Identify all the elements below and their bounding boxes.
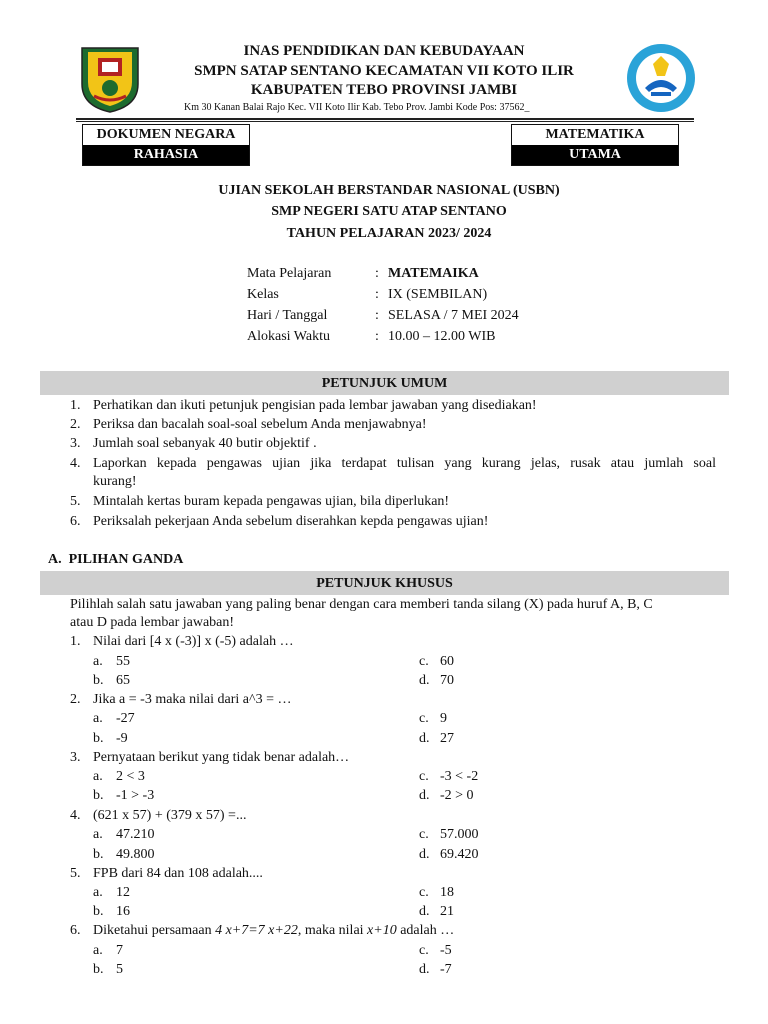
info-value-subject: MATEMAIKA <box>388 266 479 281</box>
option-b: -9 <box>116 731 128 746</box>
instruction-number: 3. <box>70 436 81 451</box>
option-b: -1 > -3 <box>116 788 155 803</box>
option-letter-a: a. <box>93 827 103 842</box>
info-value-class: IX (SEMBILAN) <box>388 287 488 302</box>
document-classification-box <box>82 124 250 166</box>
question-number: 4. <box>70 808 81 823</box>
option-a: 12 <box>116 885 130 900</box>
info-label-class: Kelas <box>247 287 279 302</box>
info-colon: : <box>375 329 379 344</box>
info-value-time: 10.00 – 12.00 WIB <box>388 329 496 344</box>
subject-label: MATEMATIKA <box>545 127 645 142</box>
option-letter-a: a. <box>93 654 103 669</box>
info-label-date: Hari / Tanggal <box>247 308 328 323</box>
option-c: 9 <box>440 711 447 726</box>
option-letter-c: c. <box>419 769 429 784</box>
specific-instructions-heading: PETUNJUK KHUSUS <box>40 571 729 595</box>
document-classification-value: RAHASIA <box>83 145 249 165</box>
question-number: 5. <box>70 866 81 881</box>
info-label-subject: Mata Pelajaran <box>247 266 332 281</box>
info-colon: : <box>375 287 379 302</box>
option-letter-a: a. <box>93 943 103 958</box>
specific-instruction-line-2: atau D pada lembar jawaban! <box>70 615 235 630</box>
document-classification-label: DOKUMEN NEGARA <box>96 127 236 142</box>
option-letter-b: b. <box>93 731 104 746</box>
option-d: 69.420 <box>440 847 479 862</box>
instruction-number: 6. <box>70 514 81 529</box>
question-number: 3. <box>70 750 81 765</box>
instruction-text: Periksalah pekerjaan Anda sebelum diserahkan kepda pengawas ujian! <box>93 514 489 529</box>
question-text: Nilai dari [4 x (-3)] x (-5) adalah … <box>93 634 294 649</box>
option-letter-b: b. <box>93 847 104 862</box>
academic-year-title: TAHUN PELAJARAN 2023/ 2024 <box>286 226 492 241</box>
option-c: -3 < -2 <box>440 769 479 784</box>
exam-title: UJIAN SEKOLAH BERSTANDAR NASIONAL (USBN) <box>218 183 560 198</box>
info-label-time: Alokasi Waktu <box>247 329 330 344</box>
option-b: 65 <box>116 673 130 688</box>
instruction-number: 4. <box>70 456 81 471</box>
option-c: 60 <box>440 654 454 669</box>
tut-wuri-handayani-logo <box>625 42 697 114</box>
option-c: -5 <box>440 943 452 958</box>
option-b: 16 <box>116 904 130 919</box>
option-d: 70 <box>440 673 454 688</box>
option-letter-d: d. <box>419 847 430 862</box>
question-text-pre: Diketahui persamaan <box>93 923 216 938</box>
subject-box <box>511 124 679 166</box>
option-c: 57.000 <box>440 827 479 842</box>
question-text <box>93 923 454 939</box>
question-text: (621 x 57) + (379 x 57) =... <box>93 808 247 823</box>
option-b: 5 <box>116 962 123 977</box>
option-a: 47.210 <box>116 827 155 842</box>
option-a: -27 <box>116 711 135 726</box>
school-address: Km 30 Kanan Balai Rajo Kec. VII Koto Ilir Kab. Tebo Prov. Jambi Kode Pos: 37562_ <box>184 102 530 113</box>
option-letter-c: c. <box>419 827 429 842</box>
option-a: 2 < 3 <box>116 769 145 784</box>
option-letter-d: d. <box>419 673 430 688</box>
instruction-number: 1. <box>70 398 81 413</box>
option-d: 21 <box>440 904 454 919</box>
header-line-2: SMPN SATAP SENTANO KECAMATAN VII KOTO ILIR <box>194 63 574 79</box>
question-number: 1. <box>70 634 81 649</box>
option-letter-d: d. <box>419 904 430 919</box>
option-letter-c: c. <box>419 711 429 726</box>
option-b: 49.800 <box>116 847 155 862</box>
option-c: 18 <box>440 885 454 900</box>
question-text-mid: , maka nilai <box>297 923 368 938</box>
option-d: 27 <box>440 731 454 746</box>
option-d: -2 > 0 <box>440 788 474 803</box>
option-letter-b: b. <box>93 904 104 919</box>
instruction-text: Jumlah soal sebanyak 40 butir objektif . <box>93 436 317 451</box>
info-value-date: SELASA / 7 MEI 2024 <box>388 308 519 323</box>
general-instructions-heading: PETUNJUK UMUM <box>40 371 729 395</box>
question-text: Jika a = -3 maka nilai dari a^3 = … <box>93 692 292 707</box>
equation-expression: x+10 <box>367 923 397 938</box>
instruction-number: 2. <box>70 417 81 432</box>
section-a-heading: A. PILIHAN GANDA <box>48 552 184 567</box>
instruction-text: Mintalah kertas buram kepada pengawas ujian, bila diperlukan! <box>93 494 450 509</box>
option-letter-c: c. <box>419 885 429 900</box>
instruction-text: Perhatikan dan ikuti petunjuk pengisian pada lembar jawaban yang disediakan! <box>93 398 537 413</box>
subject-category: UTAMA <box>512 145 678 165</box>
header-line-1: INAS PENDIDIKAN DAN KEBUDAYAAN <box>243 43 525 59</box>
option-letter-a: a. <box>93 711 103 726</box>
option-d: -7 <box>440 962 452 977</box>
info-colon: : <box>375 266 379 281</box>
instruction-text: Laporkan kepada pengawas ujian jika terdapat tulisan yang kurang jelas, rusak atau jumlah soal <box>93 456 716 471</box>
instruction-text: Periksa dan bacalah soal-soal sebelum Anda menjawabnya! <box>93 417 427 432</box>
option-letter-b: b. <box>93 788 104 803</box>
option-letter-d: d. <box>419 731 430 746</box>
option-letter-a: a. <box>93 769 103 784</box>
header-line-3: KABUPATEN TEBO PROVINSI JAMBI <box>250 82 518 98</box>
instruction-text-continued: kurang! <box>93 474 137 489</box>
option-letter-d: d. <box>419 788 430 803</box>
option-letter-c: c. <box>419 943 429 958</box>
option-a: 7 <box>116 943 123 958</box>
header-rule-thin <box>76 121 694 122</box>
header-rule-thick <box>76 118 694 120</box>
question-number: 2. <box>70 692 81 707</box>
option-letter-b: b. <box>93 962 104 977</box>
question-text: Pernyataan berikut yang tidak benar adalah… <box>93 750 350 765</box>
option-letter-d: d. <box>419 962 430 977</box>
info-colon: : <box>375 308 379 323</box>
question-number: 6. <box>70 923 81 938</box>
option-letter-b: b. <box>93 673 104 688</box>
option-letter-c: c. <box>419 654 429 669</box>
instruction-number: 5. <box>70 494 81 509</box>
equation: 4 x+7=7 x+22 <box>215 923 298 938</box>
specific-instruction-line-1: Pilihlah salah satu jawaban yang paling benar dengan cara memberi tanda silang (X) pada huruf A, B, C <box>70 597 653 612</box>
question-text: FPB dari 84 dan 108 adalah.... <box>93 866 263 881</box>
school-title: SMP NEGERI SATU ATAP SENTANO <box>271 204 507 219</box>
question-text-post: adalah … <box>396 923 455 938</box>
option-letter-a: a. <box>93 885 103 900</box>
option-a: 55 <box>116 654 130 669</box>
